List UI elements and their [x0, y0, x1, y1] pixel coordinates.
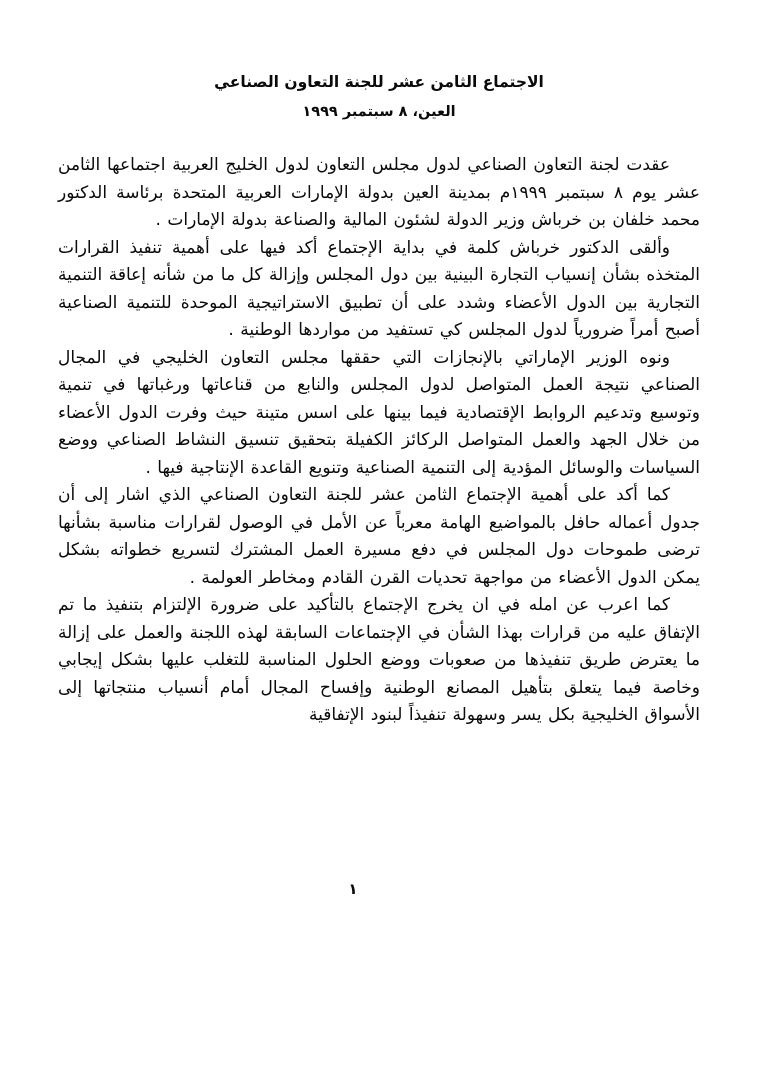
paragraph-opening: عقدت لجنة التعاون الصناعي لدول مجلس التعاون لدول الخليج العربية اجتماعها الثامن عشر يوم ٨ سبتمبر ١٩٩٩م بمدينة العين بدولة الإمارات العربية المتحدة برئاسة الدكتور محمد خلفان بن خرباش وزير الدولة لشئون المالية والصناعة بدولة الإمارات .	[58, 155, 700, 230]
document-body	[58, 152, 700, 730]
paragraph-agenda: كما أكد على أهمية الإجتماع الثامن عشر للجنة التعاون الصناعي الذي اشار إلى أن جدول أعماله حافل بالمواضيع الهامة معرباً عن الأمل في الوصول لقرارات مناسبة بشأنها ترضى طموحات دول المجلس في دفع مسيرة العمل المشترك لتسريع خطواته بشكل يمكن الدول الأعضاء من مواجهة تحديات القرن القادم ومخاطر العولمة .	[58, 485, 700, 588]
paragraph-achievements: ونوه الوزير الإماراتي بالإنجازات التي حققها مجلس التعاون الخليجي في المجال الصناعي نتيجة العمل المتواصل لدول المجلس والنابع من قناعاتها ورغباتها في تنمية وتوسيع وتدعيم الروابط الإقتصادية فيما بينها على اسس متينة حيث وفرت الدول الأعضاء من خلال الجهد والعمل المتواصل الركائز الكفيلة بتحقيق تنسيق النشاط الصناعي ووضع السياسات والوسائل المؤدية إلى التنمية الصناعية وتنويع القاعدة الإنتاجية فيها .	[58, 347, 700, 478]
page-number: ١	[348, 880, 358, 898]
document-heading	[0, 0, 758, 122]
document-date-line: العين، ٨ سبتمبر ١٩٩٩	[302, 103, 456, 120]
paragraph-hopes: كما اعرب عن امله في ان يخرج الإجتماع بالتأكيد على ضرورة الإلتزام بتنفيذ ما تم الإتفاق عليه من قرارات بهذا الشأن في الإجتماعات السابقة لهذه اللجنة والعمل على إزالة ما يعترض طريق تنفيذها من صعوبات ووضع الحلول المناسبة للتغلب عليها بشكل إيجابي وخاصة فيما يتعلق بتأهيل المصانع الوطنية وإفساح المجال أمام أنسياب منتجاتها إلى الأسواق الخليجية بكل يسر وسهولة تنفيذاً لبنود الإتفاقية	[58, 595, 700, 725]
document-title: الاجتماع الثامن عشر للجنة التعاون الصناعي	[214, 73, 544, 91]
paragraph-speech: وألقى الدكتور خرباش كلمة في بداية الإجتماع أكد فيها على أهمية تنفيذ القرارات المتخذه بشأن إنسياب التجارة البينية بين دول المجلس وإزالة كل ما من شأنه إعاقة التنمية التجارية بين الدول الأعضاء وشدد على أن تطبيق الاستراتيجية الموحدة للتنمية الصناعية أصبح أمراً ضرورياً لدول المجلس كي تستفيد من مواردها الوطنية .	[58, 237, 700, 340]
